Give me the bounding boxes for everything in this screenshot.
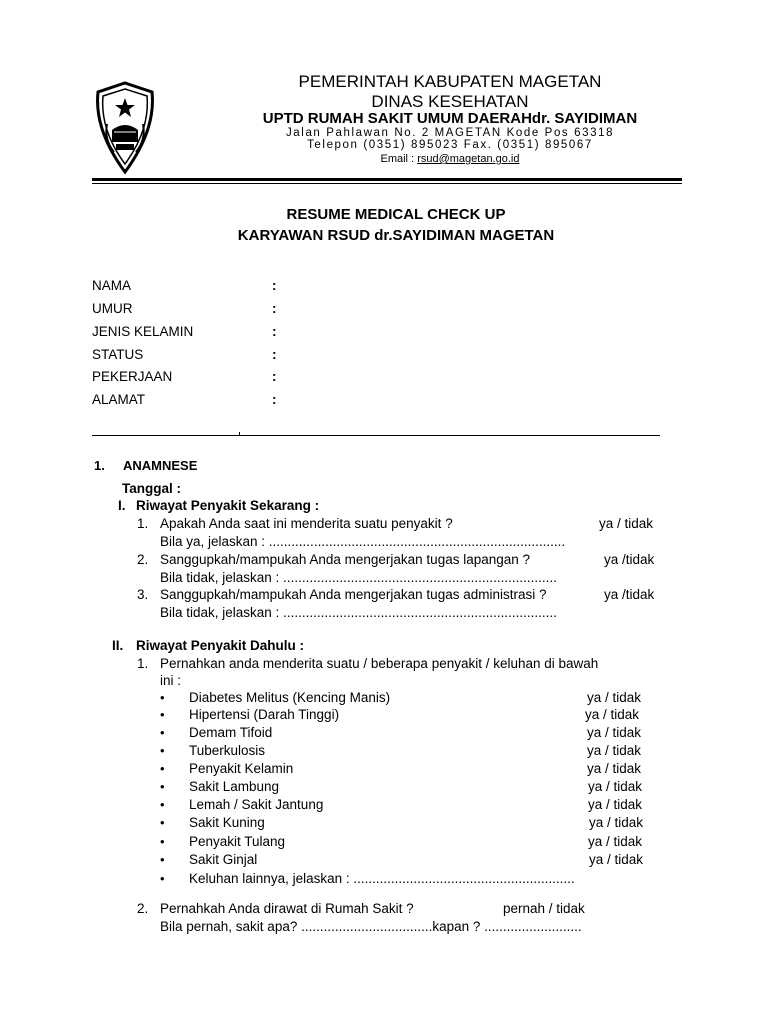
question-number: 1. — [137, 656, 149, 671]
disease-name: Demam Tifoid — [189, 725, 273, 740]
field-label-jenis-kelamin: JENIS KELAMIN — [92, 324, 194, 339]
header-address: Jalan Pahlawan No. 2 MAGETAN Kode Pos 63318 — [285, 127, 615, 139]
document-subtitle: KARYAWAN RSUD dr.SAYIDIMAN MAGETAN — [237, 227, 555, 244]
other-complaints-line: Keluhan lainnya, jelaskan : ........................................................... — [189, 871, 575, 886]
disease-name: Diabetes Melitus (Kencing Manis) — [189, 690, 391, 705]
question-number: 2. — [137, 901, 149, 916]
answer-option: ya / tidak — [587, 761, 642, 776]
list-bullet: • — [160, 834, 165, 849]
follow-up-line: Bila pernah, sakit apa? ...................................kapan ? .......................... — [160, 919, 582, 934]
section-title: ANAMNESE — [123, 458, 198, 473]
disease-name: Penyakit Kelamin — [189, 761, 294, 776]
answer-option: ya / tidak — [587, 743, 642, 758]
disease-name: Sakit Ginjal — [189, 852, 258, 867]
email-link[interactable]: rsud@magetan.go.id — [417, 153, 520, 165]
email-label: Email : — [380, 153, 418, 165]
field-label-alamat: ALAMAT — [92, 392, 146, 407]
magetan-emblem-logo — [92, 80, 158, 176]
follow-up-line: Bila tidak, jelaskan : ......................................................................... — [160, 605, 557, 620]
list-bullet: • — [160, 815, 165, 830]
list-bullet: • — [160, 871, 165, 886]
disease-name: Tuberkulosis — [189, 743, 266, 758]
question-number: 1. — [137, 516, 149, 531]
disease-name: Sakit Kuning — [189, 815, 265, 830]
header-phone: Telepon (0351) 895023 Fax. (0351) 895067 — [307, 139, 593, 151]
field-label-nama: NAMA — [92, 278, 132, 293]
follow-up-line: Bila tidak, jelaskan : ......................................................................... — [160, 570, 557, 585]
header-email-line — [190, 153, 710, 165]
sub2-number: II. — [112, 638, 124, 653]
question-text: Sanggupkah/mampukah Anda mengerjakan tugas lapangan ? — [160, 552, 531, 567]
answer-option: ya / tidak — [589, 852, 644, 867]
separator-tick — [239, 432, 240, 436]
list-bullet: • — [160, 761, 165, 776]
disease-name: Sakit Lambung — [189, 779, 280, 794]
question-text: Apakah Anda saat ini menderita suatu penyakit ? — [160, 516, 453, 531]
question-number: 2. — [137, 552, 149, 567]
sub1-number: I. — [118, 498, 126, 513]
question-text: Sanggupkah/mampukah Anda mengerjakan tugas administrasi ? — [160, 587, 547, 602]
header-department: DINAS KESEHATAN — [371, 92, 529, 111]
answer-option: ya / tidak — [585, 707, 640, 722]
answer-option: ya / tidak — [588, 834, 643, 849]
field-label-umur: UMUR — [92, 301, 133, 316]
question-number: 3. — [137, 587, 149, 602]
header-hospital: UPTD RUMAH SAKIT UMUM DAERAHdr. SAYIDIMAN — [262, 110, 638, 127]
question-text-continued: ini : — [160, 673, 182, 688]
tanggal-label: Tanggal : — [122, 481, 181, 496]
question-text: Pernahkan anda menderita suatu / beberapa penyakit / keluhan di bawah — [160, 656, 599, 671]
follow-up-line: Bila ya, jelaskan : ............................................................................... — [160, 534, 566, 549]
list-bullet: • — [160, 707, 165, 722]
answer-option: ya / tidak — [588, 779, 643, 794]
answer-option: ya / tidak — [589, 815, 644, 830]
sub1-title: Riwayat Penyakit Sekarang : — [136, 498, 320, 513]
list-bullet: • — [160, 779, 165, 794]
list-bullet: • — [160, 743, 165, 758]
field-colon: : — [272, 369, 277, 384]
field-colon: : — [272, 278, 277, 293]
list-bullet: • — [160, 725, 165, 740]
answer-option: ya /tidak — [604, 587, 655, 602]
answer-option: ya / tidak — [599, 516, 654, 531]
list-bullet: • — [160, 690, 165, 705]
answer-option: ya / tidak — [588, 797, 643, 812]
header-government: PEMERINTAH KABUPATEN MAGETAN — [298, 72, 602, 91]
field-colon: : — [272, 347, 277, 362]
answer-option: ya / tidak — [587, 725, 642, 740]
field-colon: : — [272, 324, 277, 339]
list-bullet: • — [160, 797, 165, 812]
list-bullet: • — [160, 852, 165, 867]
field-label-status: STATUS — [92, 347, 144, 362]
section-separator — [92, 435, 660, 436]
document-title: RESUME MEDICAL CHECK UP — [286, 206, 506, 223]
header-rule-thick — [92, 178, 682, 181]
field-colon: : — [272, 392, 277, 407]
disease-name: Lemah / Sakit Jantung — [189, 797, 324, 812]
answer-option: ya /tidak — [604, 552, 655, 567]
question-text: Pernahkah Anda dirawat di Rumah Sakit ? — [160, 901, 414, 916]
answer-option: pernah / tidak — [503, 901, 585, 916]
header-rule-thin — [92, 183, 682, 184]
section-number: 1. — [94, 458, 105, 473]
answer-option: ya / tidak — [587, 690, 642, 705]
sub2-title: Riwayat Penyakit Dahulu : — [136, 638, 305, 653]
field-colon: : — [272, 301, 277, 316]
disease-name: Hipertensi (Darah Tinggi) — [189, 707, 340, 722]
disease-name: Penyakit Tulang — [189, 834, 286, 849]
field-label-pekerjaan: PEKERJAAN — [92, 369, 173, 384]
